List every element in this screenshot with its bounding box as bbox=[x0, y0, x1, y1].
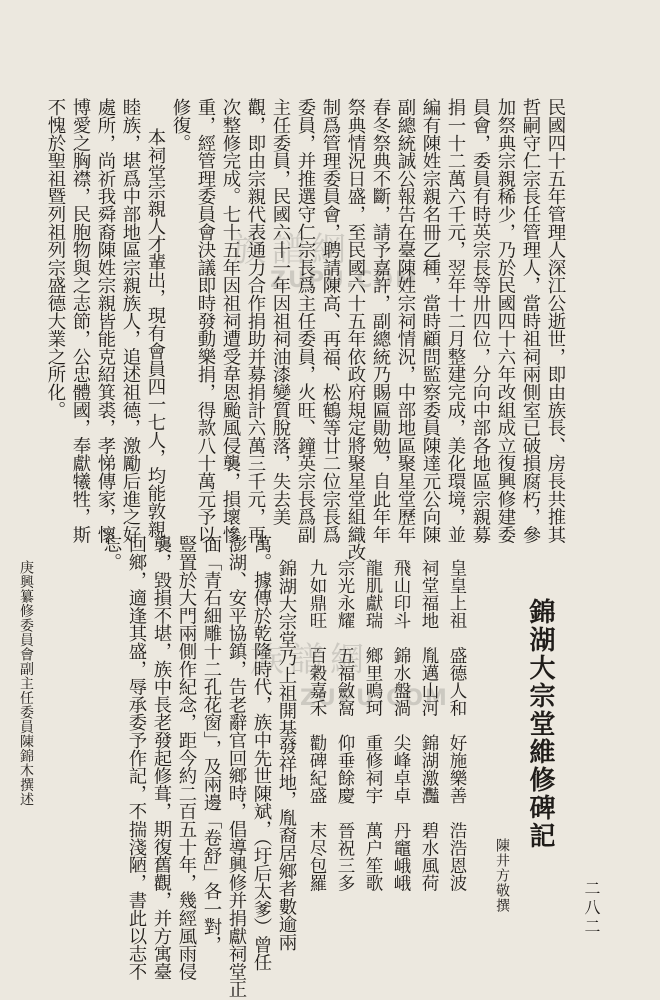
body-text-column: 觀，即由宗親代表通力合作捐助并募捐計六萬三千元，再 bbox=[245, 98, 266, 544]
body-text-column: 哲嗣守仁宗長任管理人，當時祖祠兩側室已破損腐朽，參 bbox=[520, 98, 541, 544]
poem-column: 祠堂福地 胤邁山河 錦湖激灩 碧水風荷 bbox=[419, 559, 439, 892]
body-text-column: 制爲管理委員會，聘請陳高、再福、松鶴等廿二位宗長爲 bbox=[320, 98, 341, 544]
inscription-text-column: 忘。 bbox=[101, 535, 122, 571]
body-text-column: 次整修完成。七十五年因祖祠遭受韋恩颱風侵襲，損壞慘 bbox=[220, 98, 241, 544]
body-text-column: 博愛之胸襟，民胞物與之志節，公忠體國，奉獻犧牲，斯 bbox=[70, 98, 91, 544]
poem-column: 龍肌獻瑞 鄉里鳴珂 重修祠宇 萬户笙歌 bbox=[363, 559, 383, 892]
poem-column: 皇皇上祖 盛德人和 好施樂善 浩浩恩波 bbox=[447, 559, 467, 892]
body-text-column: 主任委員，民國六十一年因祖祠油漆變質脫落，失去美 bbox=[270, 98, 291, 526]
author-byline: 庚興纂修委員會副主任委員陳錦木撰述 bbox=[18, 560, 34, 807]
body-text-column: 處所，尚祈我舜裔陳姓宗親皆能克紹箕裘，孝悌傳家，懷 bbox=[95, 98, 116, 544]
inscription-text-column: 錦湖大宗堂乃上祖開基發祥地，胤裔居鄉者數逾兩 bbox=[276, 559, 297, 951]
body-text-column: 捐一十二萬六千元，翌年十二月整建完成，美化環境，並 bbox=[445, 98, 466, 544]
watermark-text: 族譜網 bbox=[250, 640, 370, 680]
poem-column: 九如鼎旺 百穀嘉禾 勸碑紀盛 末尽包羅 bbox=[307, 559, 327, 892]
body-text-column: 重，經管理委員會決議即時發動樂捐，得款八十萬元予以 bbox=[195, 98, 216, 544]
watermark-text: 族譜網 bbox=[232, 230, 352, 270]
body-text-column: 編有陳姓宗親名冊乙種，當時顧問監察委員陳達元公向陳 bbox=[420, 98, 441, 544]
inscription-text-column: 襲，毀損不堪，族中長老發起修葺，期復舊觀，并方寓臺 bbox=[151, 535, 172, 981]
watermark-text: ZUPU.COM bbox=[300, 686, 449, 711]
page-number: 二八二 bbox=[582, 880, 601, 937]
inscription-title: 錦湖大宗堂維修碑記 bbox=[525, 598, 555, 850]
body-text-column: 春冬祭典不斷，請予嘉許，副總統乃賜匾勛勉，自此年年 bbox=[370, 98, 391, 544]
body-text-column: 加祭典宗親稀少，乃於民國四十六年改組成立復興修建委 bbox=[495, 98, 516, 544]
body-text-column: 本祠堂宗親人才輩出，現有會員四一七人，均能敦親 bbox=[145, 128, 166, 538]
inscription-text-column: 萬。據傳於乾隆時代，族中先世陳斌，（圩后太爹）曾任 bbox=[251, 535, 272, 971]
body-text-column: 祭典情況日盛，至民國六十五年依政府規定將聚星堂組織改 bbox=[345, 98, 366, 561]
inscription-text-column: 回鄉，適逢其盛，辱承委予作記，不揣淺陋，書此以志不 bbox=[126, 535, 147, 981]
body-text-column: 副總統誠公報告在臺陳姓宗祠情況，中部地區聚星堂歷年 bbox=[395, 98, 416, 544]
poem-column: 宗光永耀 五福斂窩 仰垂餘慶 晉祝三多 bbox=[335, 559, 355, 892]
body-text-column: 不愧於聖祖暨列祖列宗盛德大業之所化。 bbox=[45, 98, 66, 419]
body-text-column: 委員，并推選守仁宗長爲主任委員，火旺、鐘英宗長爲副 bbox=[295, 98, 316, 544]
body-text-column: 修復。 bbox=[170, 98, 191, 152]
body-text-column: 睦族，堪爲中部地區宗親族人，追述祖德，激勵后進之好 bbox=[120, 98, 141, 544]
body-text-column: 民國四十五年管理人深江公逝世，即由族長、房長共推其 bbox=[545, 98, 566, 544]
inscription-text-column: 面「青石細雕十二孔花窗」，及兩邊「卷舒」各一對， bbox=[201, 535, 222, 954]
inscription-text-column: 豎置於大門兩側作紀念，距今約二百五十年，幾經風雨侵 bbox=[176, 535, 197, 981]
poem-column: 飛山印斗 錦水盤渦 尖峰卓卓 丹竈峨峨 bbox=[391, 559, 411, 892]
inscription-text-column: 澎湖、安平協鎮，告老辭官回鄉時，倡導興修并捐獻祠堂正 bbox=[226, 535, 247, 998]
body-text-column: 員會，委員有時英宗長等卅四位，分向中部各地區宗親募 bbox=[470, 98, 491, 544]
watermark-text: ZUPU.COM bbox=[270, 268, 419, 293]
inscription-author: 陳井方敬撰 bbox=[494, 838, 510, 913]
